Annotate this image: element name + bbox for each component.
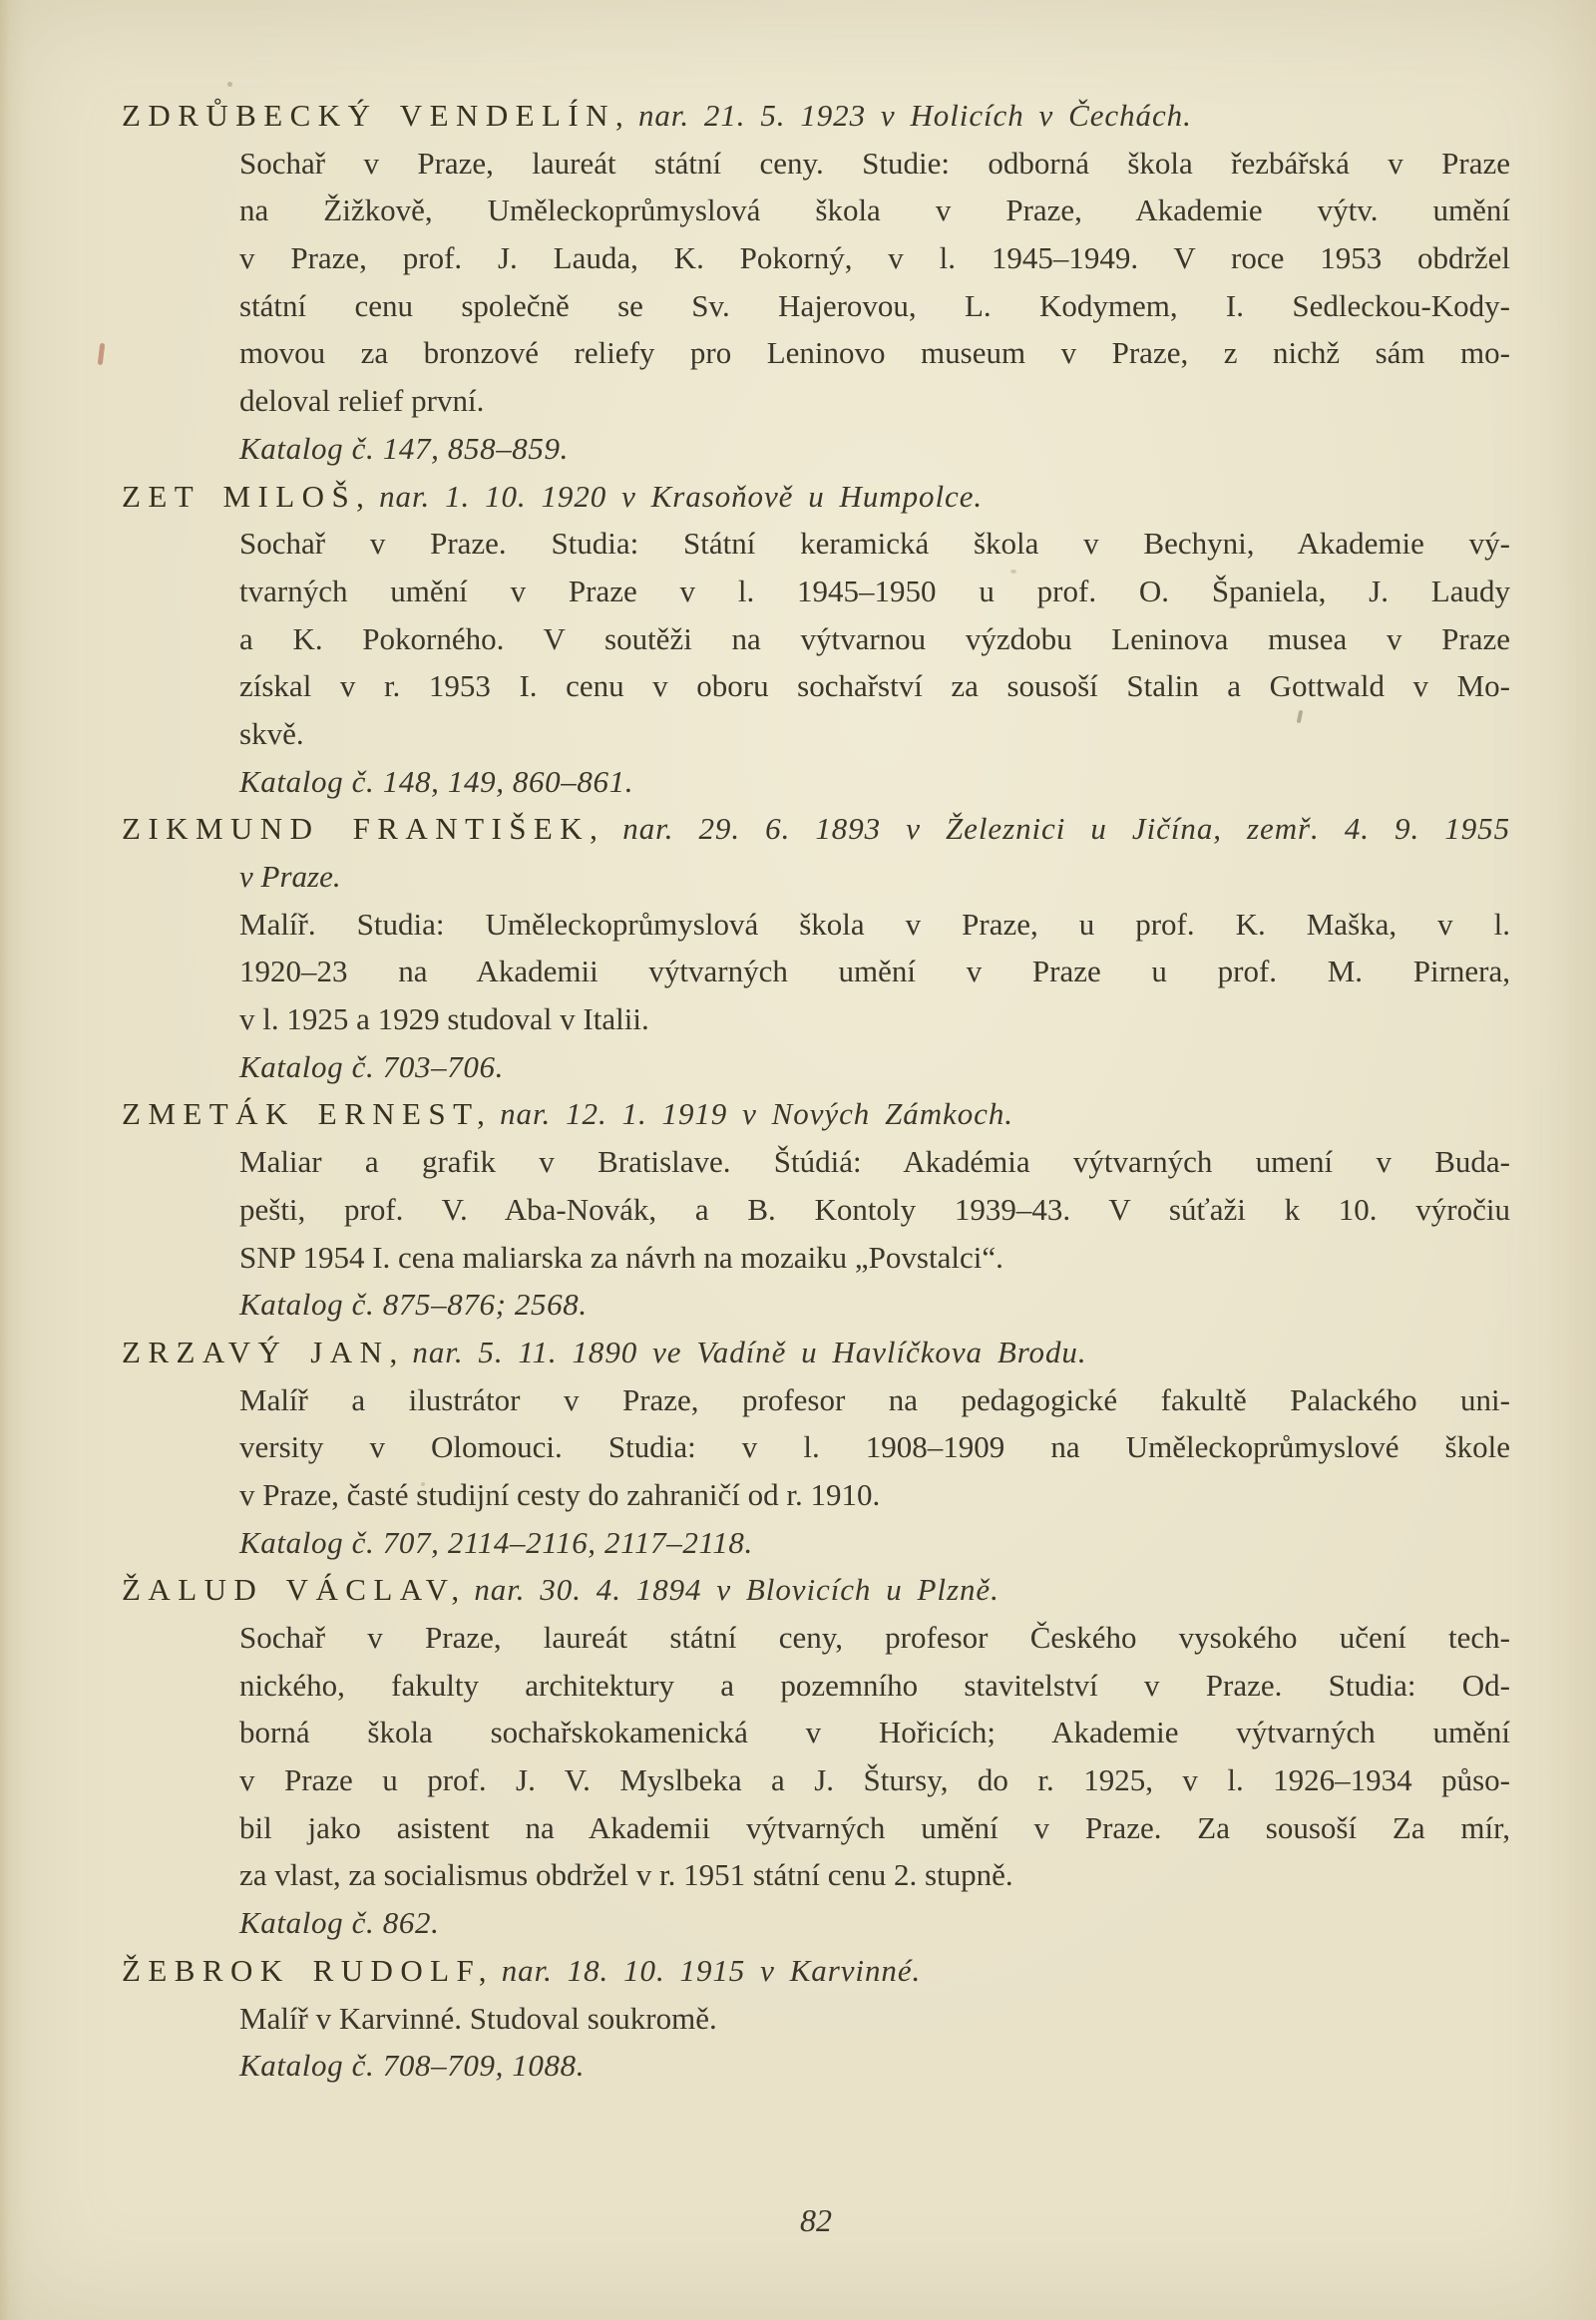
birth-info: nar. 5. 11. 1890 ve Vadíně u Havlíčkova Brodu. bbox=[412, 1334, 1087, 1369]
birth-info: nar. 30. 4. 1894 v Blovicích u Plzně. bbox=[474, 1572, 999, 1608]
biography-text-line: nického, fakulty architektury a pozemního stavitelství v Praze. Studia: Od- bbox=[239, 1667, 1510, 1703]
biography-text-line: Maliar a grafik v Bratislave. Štúdiá: Akadémia výtvarných umení v Buda- bbox=[239, 1144, 1510, 1180]
dictionary-entry bbox=[122, 92, 1510, 473]
dictionary-entry bbox=[122, 1947, 1510, 2090]
biography-text-line: movou za bronzové reliefy pro Leninovo museum v Praze, z nichž sám mo- bbox=[239, 335, 1510, 371]
biography-text-line: Malíř a ilustrátor v Praze, profesor na pedagogické fakultě Palackého uni- bbox=[239, 1381, 1510, 1417]
biography-text-line: za vlast, za socialismus obdržel v r. 1951 státní cenu 2. stupně. bbox=[239, 1857, 1013, 1893]
biography-text-line: v Praze, časté studijní cesty do zahraničí od r. 1910. bbox=[239, 1476, 881, 1512]
ink-stain bbox=[98, 343, 106, 365]
artist-name: ŽEBROK RUDOLF, bbox=[122, 1952, 494, 1988]
biography-text-line: deloval relief první. bbox=[239, 383, 485, 419]
katalog-reference-line: Katalog č. 703–706. bbox=[239, 1048, 504, 1084]
katalog-reference-line: Katalog č. 875–876; 2568. bbox=[239, 1287, 588, 1323]
katalog-reference-line: Katalog č. 148, 149, 860–861. bbox=[239, 763, 634, 799]
artist-name: ZMETÁK ERNEST, bbox=[122, 1096, 493, 1132]
katalog-reference-line: Katalog č. 862. bbox=[239, 1905, 440, 1941]
biography-text-line: v Praze u prof. J. V. Myslbeka a J. Štursy, do r. 1925, v l. 1926–1934 půso- bbox=[239, 1762, 1510, 1798]
biography-text-line: SNP 1954 I. cena maliarska za návrh na mozaiku „Povstalci“. bbox=[239, 1239, 1003, 1275]
katalog-reference-line: Katalog č. 708–709, 1088. bbox=[239, 2048, 586, 2084]
biography-text-line: versity v Olomouci. Studia: v l. 1908–1909 na Uměleckoprůmyslové škole bbox=[239, 1429, 1510, 1465]
artist-name: ŽALUD VÁCLAV, bbox=[122, 1572, 467, 1608]
katalog-reference-line: Katalog č. 707, 2114–2116, 2117–2118. bbox=[239, 1524, 753, 1560]
birth-info: nar. 29. 6. 1893 v Železnici u Jičína, zemř. 4. 9. 1955 bbox=[622, 811, 1510, 847]
biography-text-line: bil jako asistent na Akademii výtvarných umění v Praze. Za sousoší Za mír, bbox=[239, 1809, 1510, 1845]
katalog-reference-line: Katalog č. 147, 858–859. bbox=[239, 430, 570, 466]
entry-heading-line bbox=[122, 1947, 1510, 1995]
biography-text-line: získal v r. 1953 I. cenu v oboru sochařství za sousoší Stalin a Gottwald v Mo- bbox=[239, 668, 1510, 704]
biography-text-line: na Žižkově, Uměleckoprůmyslová škola v Praze, Akademie výtv. umění bbox=[239, 193, 1510, 228]
dictionary-entry bbox=[122, 1566, 1510, 1947]
page-number: 82 bbox=[800, 2202, 832, 2238]
dictionary-entry bbox=[122, 473, 1510, 806]
artist-name: ZET MILOŠ, bbox=[122, 478, 372, 514]
entry-heading-line bbox=[122, 1329, 1510, 1376]
biography-text-line: pešti, prof. V. Aba-Novák, a B. Kontoly 1939–43. V súťaži k 10. výročiu bbox=[239, 1191, 1510, 1227]
heading-continuation-line: v Praze. bbox=[239, 859, 341, 894]
artist-name: ZDRŮBECKÝ VENDELÍN, bbox=[122, 98, 631, 133]
artist-name: ZIKMUND FRANTIŠEK, bbox=[122, 811, 605, 847]
birth-info: nar. 21. 5. 1923 v Holicích v Čechách. bbox=[637, 98, 1192, 133]
biography-text-line: v l. 1925 a 1929 studoval v Italii. bbox=[239, 1001, 649, 1037]
biography-text-line: skvě. bbox=[239, 715, 304, 751]
birth-info: nar. 1. 10. 1920 v Krasoňově u Humpolce. bbox=[379, 478, 984, 514]
entry-heading-line bbox=[122, 473, 1510, 521]
dictionary-entry bbox=[122, 1329, 1510, 1566]
biography-text-line: 1920–23 na Akademii výtvarných umění v Praze u prof. M. Pirnera, bbox=[239, 954, 1510, 989]
biography-text-line: Malíř. Studia: Uměleckoprůmyslová škola v Praze, u prof. K. Maška, v l. bbox=[239, 906, 1510, 942]
dictionary-entry bbox=[122, 1090, 1510, 1328]
entry-heading-line bbox=[122, 92, 1510, 140]
biography-text-line: Sochař v Praze, laureát státní ceny. Studie: odborná škola řezbářská v Praze bbox=[239, 145, 1510, 181]
birth-info: nar. 18. 10. 1915 v Karvinné. bbox=[501, 1952, 922, 1988]
entry-heading-line bbox=[122, 1090, 1510, 1138]
entry-heading-line bbox=[122, 805, 1510, 853]
entry-heading-line bbox=[122, 1566, 1510, 1614]
biography-text-line: státní cenu společně se Sv. Hajerovou, L. Kodymem, I. Sedleckou-Kody- bbox=[239, 287, 1510, 323]
biography-text-line: Sochař v Praze. Studia: Státní keramická škola v Bechyni, Akademie vý- bbox=[239, 526, 1510, 562]
biography-text-line: a K. Pokorného. V soutěži na výtvarnou výzdobu Leninova musea v Praze bbox=[239, 620, 1510, 656]
artist-entries-list bbox=[122, 92, 1510, 2090]
biography-text-line: Sochař v Praze, laureát státní ceny, profesor Českého vysokého učení tech- bbox=[239, 1620, 1510, 1655]
biography-text-line: v Praze, prof. J. Lauda, K. Pokorný, v l. 1945–1949. V roce 1953 obdržel bbox=[239, 240, 1510, 276]
paper-speck bbox=[227, 82, 232, 87]
artist-name: ZRZAVÝ JAN, bbox=[122, 1334, 405, 1369]
biography-text-line: borná škola sochařskokamenická v Hořicích; Akademie výtvarných umění bbox=[239, 1715, 1510, 1750]
dictionary-entry bbox=[122, 805, 1510, 1090]
birth-info: nar. 12. 1. 1919 v Nových Zámkoch. bbox=[500, 1096, 1013, 1132]
biography-text-line: tvarných umění v Praze v l. 1945–1950 u prof. O. Španiela, J. Laudy bbox=[239, 573, 1510, 608]
biography-text-line: Malíř v Karvinné. Studoval soukromě. bbox=[239, 2000, 717, 2036]
